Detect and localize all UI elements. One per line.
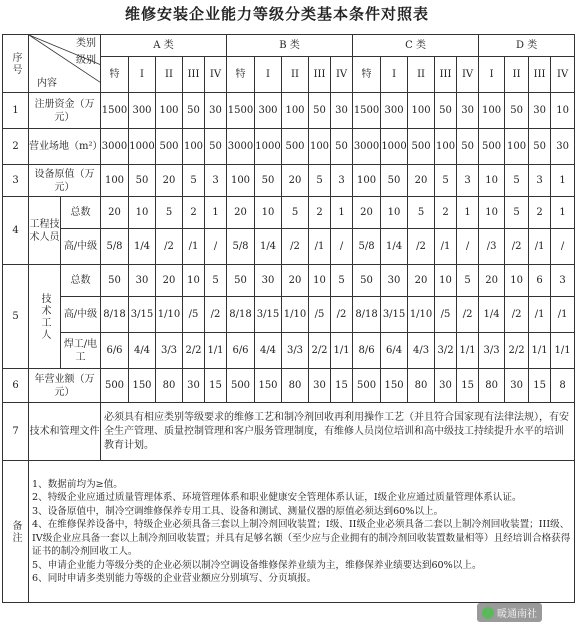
value-cell: 5/8 — [227, 229, 255, 265]
note-item: 2、特级企业应通过质量管理体系、环境管理体系和职业健康安全管理体系认证，I级企业应通过质量管理体系认证。 — [32, 492, 522, 503]
value-cell: 5 — [331, 265, 353, 297]
value-cell: 5 — [282, 197, 309, 229]
value-cell: 30 — [331, 93, 353, 129]
value-cell: 300 — [381, 93, 408, 129]
value-cell: 20 — [408, 265, 435, 297]
value-cell: 1 — [551, 197, 575, 229]
value-cell: 80 — [282, 369, 309, 403]
level-header: III — [529, 57, 551, 93]
value-cell: 8 — [551, 369, 575, 403]
value-cell: 6/4 — [381, 333, 408, 369]
value-cell: /2 — [282, 229, 309, 265]
row-label: 技术和管理文件 — [29, 403, 101, 461]
value-cell: 3/3 — [479, 333, 505, 369]
value-cell: 50 — [227, 265, 255, 297]
value-cell: 500 — [353, 369, 381, 403]
value-cell: 3/15 — [255, 297, 282, 333]
class-header-d: D 类 — [479, 35, 575, 57]
value-cell: 15 — [205, 369, 227, 403]
value-cell: 5 — [156, 197, 183, 229]
page-title: 维修安装企业能力等级分类基本条件对照表 — [124, 5, 429, 23]
value-cell: 300 — [129, 93, 156, 129]
value-cell: 3/2 — [435, 333, 457, 369]
value-cell: 50 — [505, 93, 529, 129]
level-header: I — [479, 57, 505, 93]
value-cell: /1 — [551, 297, 575, 333]
value-cell: 20 — [156, 165, 183, 197]
value-cell: 1/1 — [551, 333, 575, 369]
value-cell: 1000 — [129, 129, 156, 165]
value-cell: 10 — [381, 197, 408, 229]
value-cell: 500 — [408, 129, 435, 165]
value-cell: 30 — [205, 93, 227, 129]
comparison-table — [2, 34, 575, 603]
value-cell: 50 — [205, 129, 227, 165]
value-cell: 4/4 — [255, 333, 282, 369]
value-cell: 50 — [435, 93, 457, 129]
value-cell: 30 — [551, 129, 575, 165]
value-cell: /1 — [309, 229, 331, 265]
table-row — [3, 369, 575, 403]
value-cell: 3 — [551, 265, 575, 297]
value-cell: 5 — [205, 265, 227, 297]
note-item: 5、申请企业能力等级分类的企业必须以制冷空调设备维修保养业绩为主，维修保养业绩要达到60%以上。 — [32, 559, 482, 571]
value-cell: 1500 — [227, 93, 255, 129]
value-cell: 1/10 — [408, 297, 435, 333]
value-cell: 50 — [381, 165, 408, 197]
value-cell: / — [551, 229, 575, 265]
value-cell: /2 — [505, 229, 529, 265]
value-cell: 20 — [101, 197, 129, 229]
value-cell: /2 — [205, 297, 227, 333]
value-cell: 10 — [255, 197, 282, 229]
value-cell: 10 — [479, 165, 505, 197]
value-cell: 20 — [479, 265, 505, 297]
value-cell: 2/2 — [309, 333, 331, 369]
value-cell: 10 — [183, 265, 205, 297]
value-cell: 100 — [101, 165, 129, 197]
value-cell: / — [205, 229, 227, 265]
value-cell: 8/18 — [101, 297, 129, 333]
diag-content: 内容 — [37, 78, 57, 89]
value-cell: 100 — [435, 129, 457, 165]
value-cell: 15 — [457, 369, 479, 403]
value-cell: 1/1 — [457, 333, 479, 369]
value-cell: 20 — [282, 265, 309, 297]
value-cell: 4/3 — [408, 333, 435, 369]
value-cell: 50 — [457, 129, 479, 165]
notes-label-text: 备注 — [10, 519, 21, 544]
value-cell: 30 — [129, 265, 156, 297]
value-cell: 3 — [205, 165, 227, 197]
level-header: IV — [551, 57, 575, 93]
value-cell: 50 — [309, 93, 331, 129]
value-cell: /2 — [505, 297, 529, 333]
value-cell: 150 — [129, 369, 156, 403]
diag-category: 类别 — [76, 38, 96, 49]
value-cell: 1/1 — [331, 333, 353, 369]
value-cell: 100 — [183, 129, 205, 165]
value-cell: 1/10 — [156, 297, 183, 333]
value-cell: 10 — [551, 93, 575, 129]
value-cell: 1 — [205, 197, 227, 229]
value-cell: 500 — [282, 129, 309, 165]
value-cell: 8/6 — [353, 333, 381, 369]
value-cell: 30 — [309, 369, 331, 403]
value-cell: 30 — [381, 265, 408, 297]
value-cell: 300 — [255, 93, 282, 129]
value-cell: 2 — [309, 197, 331, 229]
value-cell: 100 — [309, 129, 331, 165]
value-cell: 3000 — [101, 129, 129, 165]
table-row — [3, 229, 575, 265]
value-cell: 30 — [255, 265, 282, 297]
value-cell: 2/2 — [183, 333, 205, 369]
table-row — [3, 265, 575, 297]
value-cell: 6/6 — [101, 333, 129, 369]
seq-cell: 3 — [3, 165, 29, 197]
value-cell: 50 — [129, 165, 156, 197]
value-cell: 5 — [309, 165, 331, 197]
row-label: 营业场地（m²） — [29, 129, 101, 165]
value-cell: 3 — [331, 165, 353, 197]
value-cell: 8/18 — [227, 297, 255, 333]
value-cell: 3/3 — [282, 333, 309, 369]
note-item: 3、设备原值中，制冷空调维修保养专用工具、设备和测试、测量仪器的原值必须达到60%以上。 — [32, 505, 444, 517]
note-item: 4、在维修保养设备中，特级企业必须具备三套以上制冷剂回收装置；I级、II级企业必须具备二套以上制冷剂回收装置；III级、IV级企业应具备一套以上制冷剂回收装置；并具有足够名额（至少应与企业拥有的制冷剂回收装置数量相等）且经培训合格获得证书的制冷剂回收工人。 — [32, 519, 571, 557]
value-cell: / — [457, 229, 479, 265]
value-cell: 1/1 — [529, 333, 551, 369]
value-cell: 80 — [479, 369, 505, 403]
diag-level: 级别 — [76, 55, 96, 66]
note-item: 6、同时申请多类别能力等级的企业营业额应分别填写、分页填报。 — [32, 573, 317, 584]
level-header: III — [183, 57, 205, 93]
value-cell: 1/4 — [479, 297, 505, 333]
seq-cell: 6 — [3, 369, 29, 403]
value-cell: 500 — [156, 129, 183, 165]
value-cell: 8/18 — [353, 297, 381, 333]
value-cell: 5 — [408, 197, 435, 229]
value-cell: 3000 — [227, 129, 255, 165]
level-header: I — [255, 57, 282, 93]
value-cell: 2 — [435, 197, 457, 229]
level-header: IV — [457, 57, 479, 93]
level-header: 特 — [353, 57, 381, 93]
level-header: II — [282, 57, 309, 93]
value-cell: 3 — [529, 165, 551, 197]
sub-label: 焊工/电工 — [61, 333, 101, 369]
value-cell: 10 — [129, 197, 156, 229]
value-cell: /2 — [457, 297, 479, 333]
row-label: 注册资金（万元） — [29, 93, 101, 129]
tech-docs-text: 必须具有相应类别等级要求的维修工艺和制冷剂回收再利用操作工艺（并且符合国家现有法律法规），有安全生产管理、质量控制管理和客户服务管理制度，有维修人员岗位培训和高中级技工持续提升水平的培训教育计划。 — [101, 403, 575, 461]
sub-label: 高/中级 — [61, 229, 101, 265]
level-header: II — [408, 57, 435, 93]
value-cell: 3 — [457, 165, 479, 197]
value-cell: 150 — [255, 369, 282, 403]
value-cell: /5 — [183, 297, 205, 333]
seq-cell: 4 — [3, 197, 29, 265]
seq-header — [3, 35, 29, 93]
value-cell: 5 — [457, 265, 479, 297]
value-cell: 5 — [505, 197, 529, 229]
value-cell: 150 — [381, 369, 408, 403]
class-header-c: C 类 — [353, 35, 479, 57]
class-header-b: B 类 — [227, 35, 353, 57]
value-cell: / — [331, 229, 353, 265]
value-cell: 500 — [479, 129, 505, 165]
value-cell: 5/8 — [353, 229, 381, 265]
value-cell: 80 — [156, 369, 183, 403]
value-cell: 1500 — [101, 93, 129, 129]
value-cell: 100 — [505, 129, 529, 165]
value-cell: /3 — [479, 229, 505, 265]
value-cell: 5 — [505, 165, 529, 197]
seq-cell: 5 — [3, 265, 29, 369]
value-cell: 15 — [331, 369, 353, 403]
value-cell: 10 — [505, 265, 529, 297]
value-cell: 3/15 — [381, 297, 408, 333]
group-label — [29, 265, 61, 369]
table-row — [3, 197, 575, 229]
value-cell: 1000 — [381, 129, 408, 165]
table-row — [3, 129, 575, 165]
value-cell: 30 — [435, 369, 457, 403]
value-cell: 50 — [529, 129, 551, 165]
value-cell: 20 — [282, 165, 309, 197]
value-cell: 20 — [408, 165, 435, 197]
value-cell: 20 — [353, 197, 381, 229]
value-cell: 30 — [457, 93, 479, 129]
value-cell: 50 — [255, 165, 282, 197]
value-cell: /1 — [529, 229, 551, 265]
table-row — [3, 333, 575, 369]
note-item: 1、数据前均为≥值。 — [32, 478, 123, 490]
value-cell: 500 — [227, 369, 255, 403]
table-row — [3, 165, 575, 197]
sub-label: 总数 — [61, 197, 101, 229]
value-cell: 1/4 — [129, 229, 156, 265]
seq-cell: 7 — [3, 403, 29, 461]
value-cell: /2 — [331, 297, 353, 333]
value-cell: 2 — [529, 197, 551, 229]
value-cell: /1 — [435, 229, 457, 265]
notes-label — [3, 461, 29, 603]
value-cell: 5 — [435, 165, 457, 197]
level-header: IV — [331, 57, 353, 93]
group-label: 工程技术人员 — [29, 197, 61, 265]
table-row — [3, 93, 575, 129]
seq-cell: 1 — [3, 93, 29, 129]
seq-cell: 2 — [3, 129, 29, 165]
level-header: 特 — [101, 57, 129, 93]
level-header: IV — [205, 57, 227, 93]
value-cell: 20 — [156, 265, 183, 297]
value-cell: 500 — [101, 369, 129, 403]
value-cell: 3/3 — [156, 333, 183, 369]
value-cell: 1 — [331, 197, 353, 229]
value-cell: /5 — [309, 297, 331, 333]
table-row — [3, 297, 575, 333]
value-cell: 50 — [331, 129, 353, 165]
value-cell: 2/2 — [505, 333, 529, 369]
value-cell: 20 — [227, 197, 255, 229]
value-cell: 50 — [101, 265, 129, 297]
row-label: 设备原值（万元） — [29, 165, 101, 197]
value-cell: 100 — [353, 165, 381, 197]
value-cell: /1 — [183, 229, 205, 265]
value-cell: 4/4 — [129, 333, 156, 369]
value-cell: 10 — [309, 265, 331, 297]
sub-label: 总数 — [61, 265, 101, 297]
value-cell: /2 — [408, 229, 435, 265]
level-header: II — [505, 57, 529, 93]
class-header-a: A 类 — [101, 35, 227, 57]
value-cell: 80 — [408, 369, 435, 403]
value-cell: 50 — [183, 93, 205, 129]
value-cell: 30 — [529, 93, 551, 129]
value-cell: 1/4 — [381, 229, 408, 265]
value-cell: 30 — [183, 369, 205, 403]
value-cell: 100 — [156, 93, 183, 129]
group-label-text: 技术工人 — [39, 292, 50, 341]
seq-header-label: 序号 — [10, 51, 21, 76]
value-cell: 100 — [408, 93, 435, 129]
watermark: 暖通南社 — [477, 603, 542, 622]
value-cell: 2 — [183, 197, 205, 229]
value-cell: /1 — [529, 297, 551, 333]
value-cell: 100 — [282, 93, 309, 129]
value-cell: 1 — [551, 165, 575, 197]
value-cell: 100 — [227, 165, 255, 197]
level-header: II — [156, 57, 183, 93]
value-cell: 5/8 — [101, 229, 129, 265]
value-cell: 1500 — [353, 93, 381, 129]
value-cell: 10 — [479, 197, 505, 229]
table-row — [3, 403, 575, 461]
table-row — [3, 35, 575, 57]
notes-content — [29, 461, 575, 603]
value-cell: 15 — [529, 369, 551, 403]
value-cell: 5 — [183, 165, 205, 197]
level-header: III — [309, 57, 331, 93]
value-cell: 1/4 — [255, 229, 282, 265]
value-cell: 3000 — [353, 129, 381, 165]
sub-label: 高/中级 — [61, 297, 101, 333]
level-header: I — [381, 57, 408, 93]
table-row — [3, 461, 575, 603]
value-cell: 30 — [505, 369, 529, 403]
level-header: III — [435, 57, 457, 93]
value-cell: 3/15 — [129, 297, 156, 333]
level-header: 特 — [227, 57, 255, 93]
value-cell: 1000 — [255, 129, 282, 165]
value-cell: 100 — [479, 93, 505, 129]
value-cell: 1 — [457, 197, 479, 229]
wechat-icon — [482, 607, 494, 619]
value-cell: 1/1 — [205, 333, 227, 369]
value-cell: 10 — [435, 265, 457, 297]
value-cell: /2 — [156, 229, 183, 265]
value-cell: 50 — [353, 265, 381, 297]
level-header: I — [129, 57, 156, 93]
value-cell: /5 — [435, 297, 457, 333]
value-cell: 6/6 — [227, 333, 255, 369]
value-cell: 6 — [529, 265, 551, 297]
row-label: 年营业额（万元） — [29, 369, 101, 403]
diagonal-header — [29, 35, 101, 93]
value-cell: 1/10 — [282, 297, 309, 333]
